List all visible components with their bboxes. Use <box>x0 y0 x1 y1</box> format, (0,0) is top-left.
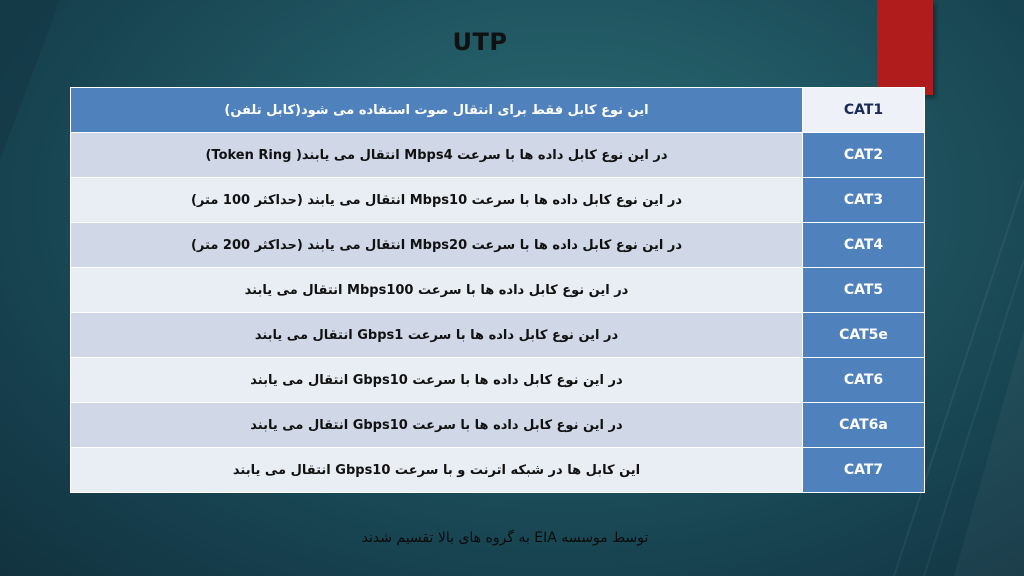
table-cell-category: CAT7 <box>803 448 925 493</box>
table-cell-category: CAT1 <box>803 88 925 133</box>
table-cell-description: این نوع کابل فقط برای انتقال صوت استفاده می شود(کابل تلفن) <box>71 88 803 133</box>
table-cell-category: CAT4 <box>803 223 925 268</box>
utp-category-table <box>70 87 925 493</box>
table-row <box>71 133 925 178</box>
slide-title: UTP <box>452 28 508 56</box>
table-cell-description: در این نوع کابل داده ها با سرعت Mbps100 انتقال می یابند <box>71 268 803 313</box>
table-row <box>71 88 925 133</box>
table-cell-description: این کابل ها در شبکه اترنت و با سرعت Gbps10 انتقال می یابند <box>71 448 803 493</box>
table-row <box>71 403 925 448</box>
table-cell-description: در این نوع کابل داده ها با سرعت Gbps10 انتقال می یابند <box>71 358 803 403</box>
table-cell-description: در این نوع کابل داده ها با سرعت Mbps4 انتقال می یابند( Token Ring) <box>71 133 803 178</box>
table-cell-description: در این نوع کابل داده ها با سرعت Gbps1 انتقال می یابند <box>71 313 803 358</box>
table-row <box>71 178 925 223</box>
table-row <box>71 448 925 493</box>
table-cell-category: CAT5 <box>803 268 925 313</box>
slide-footer-note: توسط موسسه EIA به گروه های بالا تقسیم شدند <box>361 530 649 546</box>
table-cell-category: CAT6a <box>803 403 925 448</box>
table-cell-description: در این نوع کابل داده ها با سرعت Gbps10 انتقال می یابند <box>71 403 803 448</box>
background-corner-stripe <box>0 0 60 160</box>
table-cell-category: CAT5e <box>803 313 925 358</box>
table-cell-description: در این نوع کابل داده ها با سرعت Mbps10 انتقال می یابند (حداکثر 100 متر) <box>71 178 803 223</box>
table-cell-category: CAT2 <box>803 133 925 178</box>
table-row <box>71 223 925 268</box>
table-row <box>71 313 925 358</box>
table-cell-category: CAT6 <box>803 358 925 403</box>
table-cell-description: در این نوع کابل داده ها با سرعت Mbps20 انتقال می یابند (حداکثر 200 متر) <box>71 223 803 268</box>
table-row <box>71 358 925 403</box>
table-row <box>71 268 925 313</box>
table-cell-category: CAT3 <box>803 178 925 223</box>
